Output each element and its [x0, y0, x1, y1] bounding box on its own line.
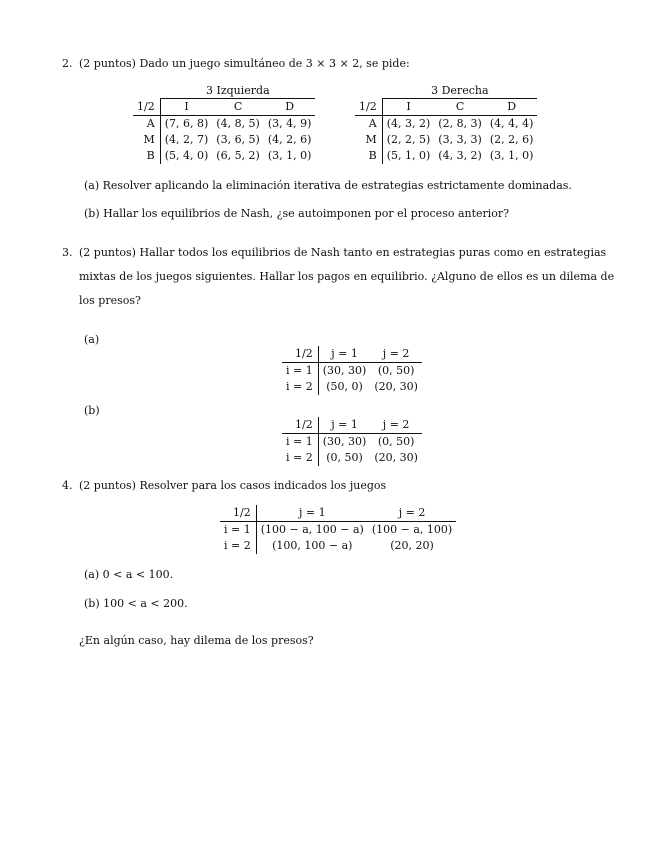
- row-label: i = 2: [282, 379, 318, 395]
- row-label: M: [133, 132, 160, 148]
- row-label: M: [355, 132, 382, 148]
- table-row: [220, 538, 456, 554]
- row-label: i = 2: [220, 538, 256, 554]
- table-cell: (3, 1, 0): [489, 149, 534, 162]
- payoff-table-4: [220, 505, 456, 554]
- problem-4-number: 4.: [62, 479, 73, 492]
- table-corner: 1/2: [220, 505, 256, 522]
- table-cell: (3, 1, 0): [267, 149, 312, 162]
- row-label: i = 2: [282, 450, 318, 466]
- problem-2-statement: (2 puntos) Dado un juego simultáneo de 3 × 3 × 2, se pide:: [79, 57, 410, 70]
- table-row: [133, 132, 315, 148]
- table-row: [282, 363, 422, 380]
- table-cell: (0, 50): [377, 364, 415, 377]
- column-header: j = 2: [368, 505, 456, 522]
- row-label: B: [355, 148, 382, 164]
- table-cell: (2, 2, 6): [489, 133, 534, 146]
- table-cell: (0, 50): [377, 435, 415, 448]
- problem-2-number: 2.: [62, 57, 73, 70]
- table-caption: 3 Derecha: [382, 84, 537, 99]
- table-caption: 3 Izquierda: [160, 84, 315, 99]
- table-cell: (4, 8, 5): [216, 117, 260, 130]
- column-header: j = 2: [370, 346, 422, 363]
- problem-3-line-2: mixtas de los juegos siguientes. Hallar los pagos en equilibrio. ¿Alguno de ellos es un dilema de: [79, 270, 615, 283]
- table-corner: 1/2: [282, 346, 318, 363]
- table-cell: (3, 3, 3): [438, 133, 482, 146]
- table-cell: (30, 30): [322, 364, 367, 377]
- table-corner: 1/2: [355, 99, 382, 116]
- column-header: I: [160, 99, 212, 116]
- row-label: A: [355, 116, 382, 133]
- problem-3-label-b: (b): [84, 404, 100, 417]
- table-row: [133, 148, 315, 164]
- payoff-table-right: [355, 84, 537, 164]
- table-corner: 1/2: [133, 99, 160, 116]
- table-cell: (100 − a, 100 − a): [260, 523, 364, 536]
- row-label: i = 1: [282, 363, 318, 380]
- payoff-table-3b: [282, 417, 422, 466]
- column-header: D: [486, 99, 538, 116]
- table-cell: (6, 5, 2): [216, 149, 260, 162]
- table-cell: (4, 4, 4): [489, 117, 534, 130]
- table-row: [355, 132, 537, 148]
- column-header: j = 1: [318, 346, 370, 363]
- table-cell: (100, 100 − a): [272, 539, 353, 552]
- payoff-table-3a: [282, 346, 422, 395]
- problem-4-item-b: (b) 100 < a < 200.: [84, 597, 188, 610]
- problem-3-line-3: los presos?: [79, 294, 141, 307]
- problem-3-number: 3.: [62, 246, 73, 259]
- problem-4-item-a: (a) 0 < a < 100.: [84, 568, 174, 581]
- table-cell: (100 − a, 100): [371, 523, 453, 536]
- table-cell: (50, 0): [326, 380, 363, 393]
- column-header: C: [434, 99, 486, 116]
- table-row: [282, 379, 422, 395]
- column-header: I: [382, 99, 434, 116]
- problem-3-label-a: (a): [84, 333, 100, 346]
- payoff-table-left: [133, 84, 315, 164]
- table-cell: (20, 30): [374, 451, 418, 464]
- table-cell: (20, 20): [390, 539, 434, 552]
- table-corner: 1/2: [282, 417, 318, 434]
- column-header: j = 1: [318, 417, 370, 434]
- table-cell: (4, 2, 7): [164, 133, 209, 146]
- column-header: j = 2: [370, 417, 422, 434]
- table-cell: (3, 4, 9): [267, 117, 312, 130]
- column-header: C: [212, 99, 264, 116]
- row-label: B: [133, 148, 160, 164]
- column-header: j = 1: [256, 505, 368, 522]
- row-label: i = 1: [282, 434, 318, 451]
- problem-4-question: ¿En algún caso, hay dilema de los presos?: [79, 634, 314, 647]
- problem-4-statement: (2 puntos) Resolver para los casos indicados los juegos: [79, 479, 387, 492]
- problem-2-item-b: (b) Hallar los equilibrios de Nash, ¿se autoimponen por el proceso anterior?: [84, 207, 510, 220]
- problem-3-line-1: (2 puntos) Hallar todos los equilibrios de Nash tanto en estrategias puras como en estrategias: [79, 246, 607, 259]
- column-header: D: [264, 99, 316, 116]
- table-cell: (4, 2, 6): [267, 133, 312, 146]
- table-cell: (30, 30): [322, 435, 367, 448]
- table-cell: (20, 30): [374, 380, 418, 393]
- table-row: [355, 148, 537, 164]
- problem-2-item-a: (a) Resolver aplicando la eliminación iterativa de estrategias estrictamente dominadas.: [84, 179, 572, 192]
- row-label: A: [133, 116, 160, 133]
- table-cell: (4, 3, 2): [438, 149, 482, 162]
- table-cell: (5, 1, 0): [386, 149, 431, 162]
- table-cell: (3, 6, 5): [216, 133, 260, 146]
- table-row: [133, 116, 315, 133]
- table-cell: (4, 3, 2): [386, 117, 431, 130]
- table-row: [355, 116, 537, 133]
- table-cell: (5, 4, 0): [164, 149, 209, 162]
- table-cell: (2, 8, 3): [438, 117, 482, 130]
- row-label: i = 1: [220, 522, 256, 539]
- table-row: [282, 434, 422, 451]
- table-cell: (7, 6, 8): [164, 117, 209, 130]
- table-cell: (0, 50): [326, 451, 363, 464]
- table-row: [220, 522, 456, 539]
- table-row: [282, 450, 422, 466]
- table-cell: (2, 2, 5): [386, 133, 431, 146]
